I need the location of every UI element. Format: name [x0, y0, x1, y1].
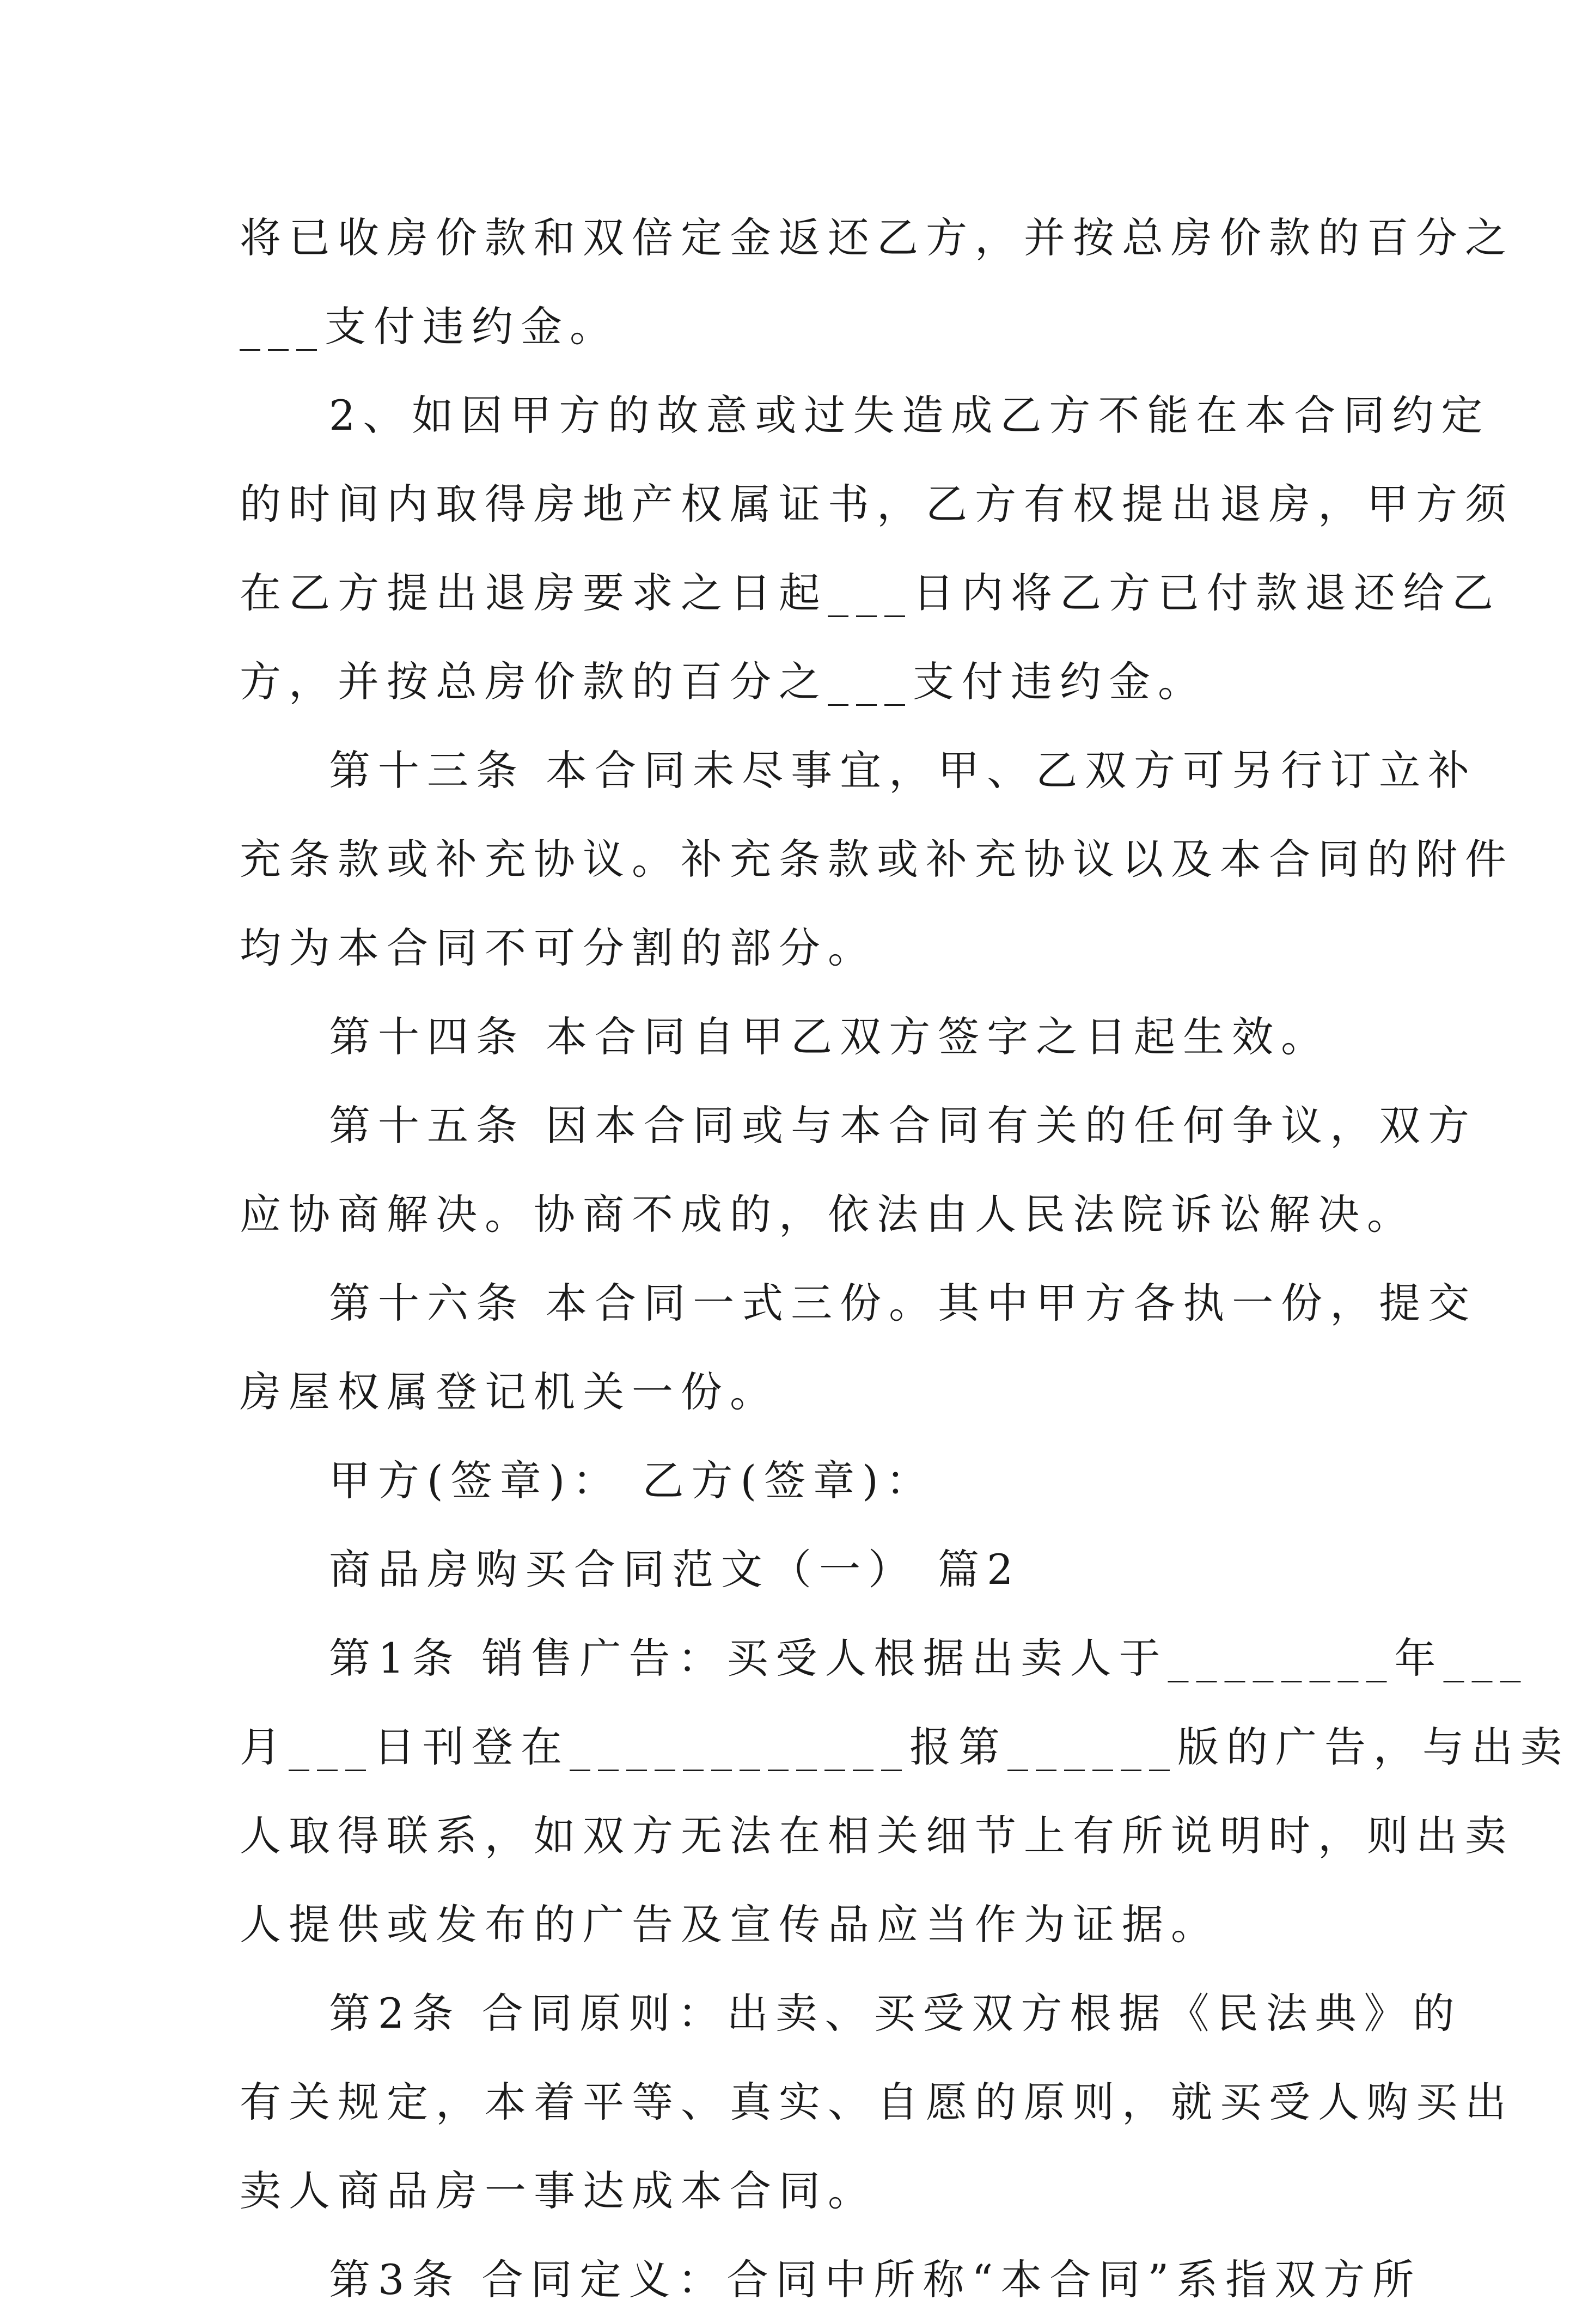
text-line: 有关规定，本着平等、真实、自愿的原则，就买受人购买出: [240, 2078, 1514, 2126]
text-line: 房屋权属登记机关一份。: [240, 1368, 779, 1416]
text-line: 应协商解决。协商不成的，依法由人民法院诉讼解决。: [240, 1190, 1416, 1239]
text-line: 第1条 销售广告：买受人根据出卖人于________年___: [329, 1634, 1529, 1682]
section-heading: 商品房购买合同范文（一） 篇2: [329, 1545, 1021, 1594]
text-line: 月___日刊登在____________报第______版的广告，与出卖: [240, 1723, 1569, 1771]
text-line: 人提供或发布的广告及宣传品应当作为证据。: [240, 1900, 1220, 1949]
text-line: 的时间内取得房地产权属证书，乙方有权提出退房，甲方须: [240, 480, 1514, 528]
text-line: 均为本合同不可分割的部分。: [240, 924, 877, 972]
text-line: 2、如因甲方的故意或过失造成乙方不能在本合同约定: [329, 391, 1491, 440]
text-line: 第十四条 本合同自甲乙双方签字之日起生效。: [329, 1012, 1330, 1061]
text-line: ___支付违约金。: [240, 302, 619, 351]
text-line: 第十五条 因本合同或与本合同有关的任何争议，双方: [329, 1101, 1477, 1150]
text-line: 将已收房价款和双倍定金返还乙方，并按总房价款的百分之: [240, 214, 1514, 262]
signature-line: 甲方(签章)： 乙方(签章)：: [329, 1456, 935, 1505]
text-line: 第十六条 本合同一式三份。其中甲方各执一份，提交: [329, 1279, 1477, 1327]
text-line: 第3条 合同定义：合同中所称“本合同”系指双方所: [329, 2255, 1422, 2304]
text-line: 充条款或补充协议。补充条款或补充协议以及本合同的附件: [240, 835, 1514, 883]
text-line: 第2条 合同原则：出卖、买受双方根据《民法典》的: [329, 1989, 1462, 2038]
text-line: 第十三条 本合同未尽事宜，甲、乙双方可另行订立补: [329, 746, 1477, 795]
text-line: 卖人商品房一事达成本合同。: [240, 2167, 877, 2215]
text-line: 方，并按总房价款的百分之___支付违约金。: [240, 657, 1207, 706]
document-body: [240, 193, 1569, 2324]
text-line: 在乙方提出退房要求之日起___日内将乙方已付款退还给乙: [240, 569, 1501, 617]
text-line: 人取得联系，如双方无法在相关细节上有所说明时，则出卖: [240, 1811, 1514, 1860]
